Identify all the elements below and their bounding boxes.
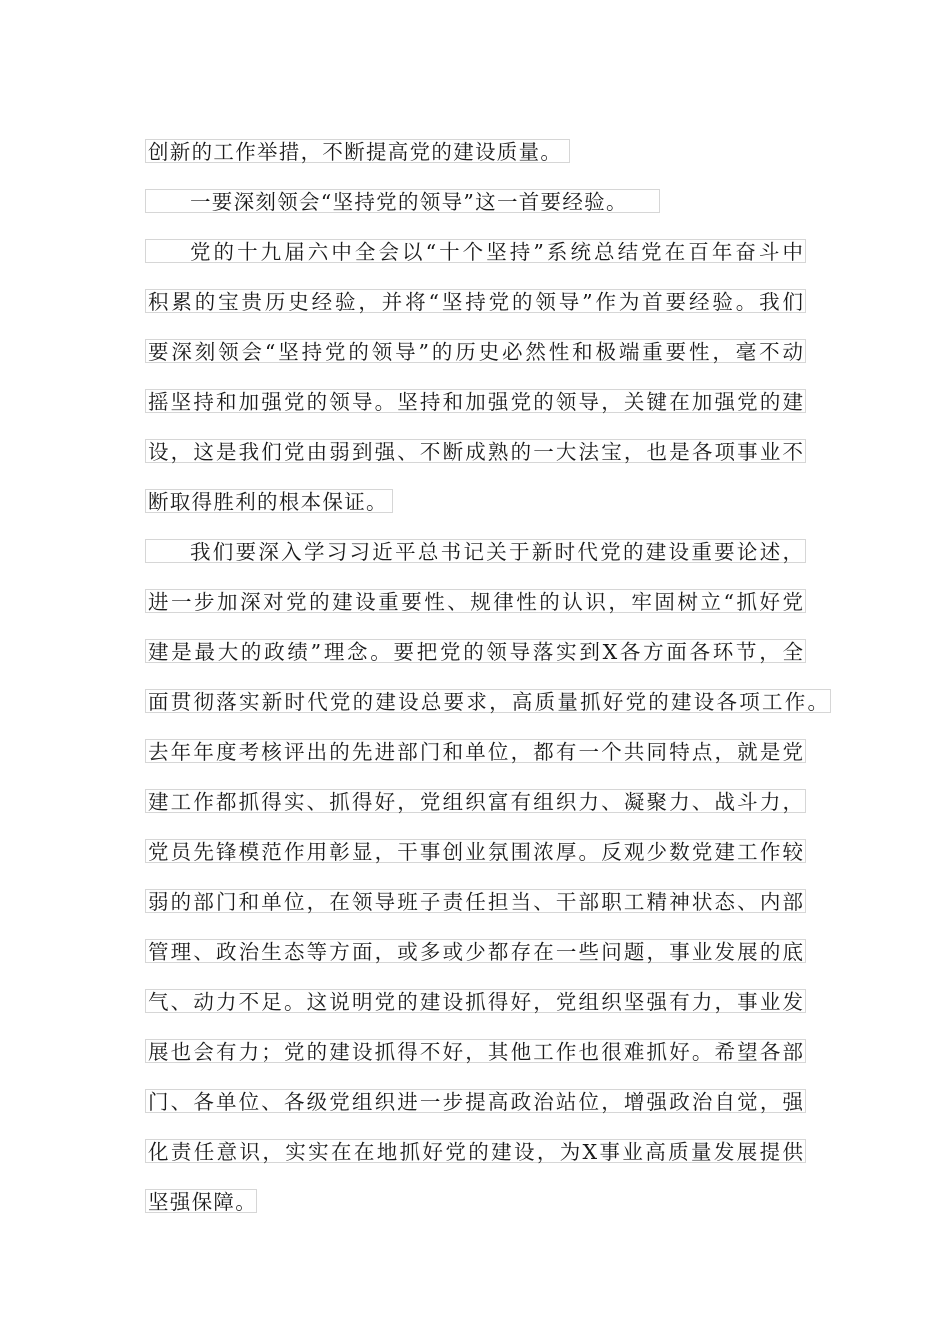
text-line: 党的十九届六中全会以“十个坚持”系统总结党在百年奋斗中 — [145, 239, 806, 263]
text-line: 门、各单位、各级党组织进一步提高政治站位，增强政治自觉，强 — [145, 1089, 806, 1113]
text-line: 进一步加深对党的建设重要性、规律性的认识，牢固树立“抓好党 — [145, 589, 806, 613]
text-line: 弱的部门和单位，在领导班子责任担当、干部职工精神状态、内部 — [145, 889, 806, 913]
text-line: 断取得胜利的根本保证。 — [145, 489, 393, 513]
text-line: 展也会有力；党的建设抓得不好，其他工作也很难抓好。希望各部 — [145, 1039, 806, 1063]
text-line: 积累的宝贵历史经验，并将“坚持党的领导”作为首要经验。我们 — [145, 289, 806, 313]
text-line: 建是最大的政绩”理念。要把党的领导落实到X各方面各环节，全 — [145, 639, 806, 663]
text-line: 化责任意识，实实在在地抓好党的建设，为X事业高质量发展提供 — [145, 1139, 806, 1163]
text-line: 面贯彻落实新时代党的建设总要求，高质量抓好党的建设各项工作。 — [145, 689, 831, 713]
text-line: 摇坚持和加强党的领导。坚持和加强党的领导，关键在加强党的建 — [145, 389, 806, 413]
text-line: 去年年度考核评出的先进部门和单位，都有一个共同特点，就是党 — [145, 739, 806, 763]
text-line: 管理、政治生态等方面，或多或少都存在一些问题，事业发展的底 — [145, 939, 806, 963]
text-line: 建工作都抓得实、抓得好，党组织富有组织力、凝聚力、战斗力， — [145, 789, 806, 813]
text-line: 要深刻领会“坚持党的领导”的历史必然性和极端重要性，毫不动 — [145, 339, 806, 363]
text-line: 气、动力不足。这说明党的建设抓得好，党组织坚强有力，事业发 — [145, 989, 806, 1013]
text-line: 创新的工作举措，不断提高党的建设质量。 — [145, 139, 570, 163]
text-line: 坚强保障。 — [145, 1189, 257, 1213]
text-line: 设，这是我们党由弱到强、不断成熟的一大法宝，也是各项事业不 — [145, 439, 806, 463]
paragraph-heading: 一要深刻领会“坚持党的领导”这一首要经验。 — [145, 189, 660, 213]
text-line: 党员先锋模范作用彰显，干事创业氛围浓厚。反观少数党建工作较 — [145, 839, 806, 863]
text-line: 我们要深入学习习近平总书记关于新时代党的建设重要论述， — [145, 539, 806, 563]
